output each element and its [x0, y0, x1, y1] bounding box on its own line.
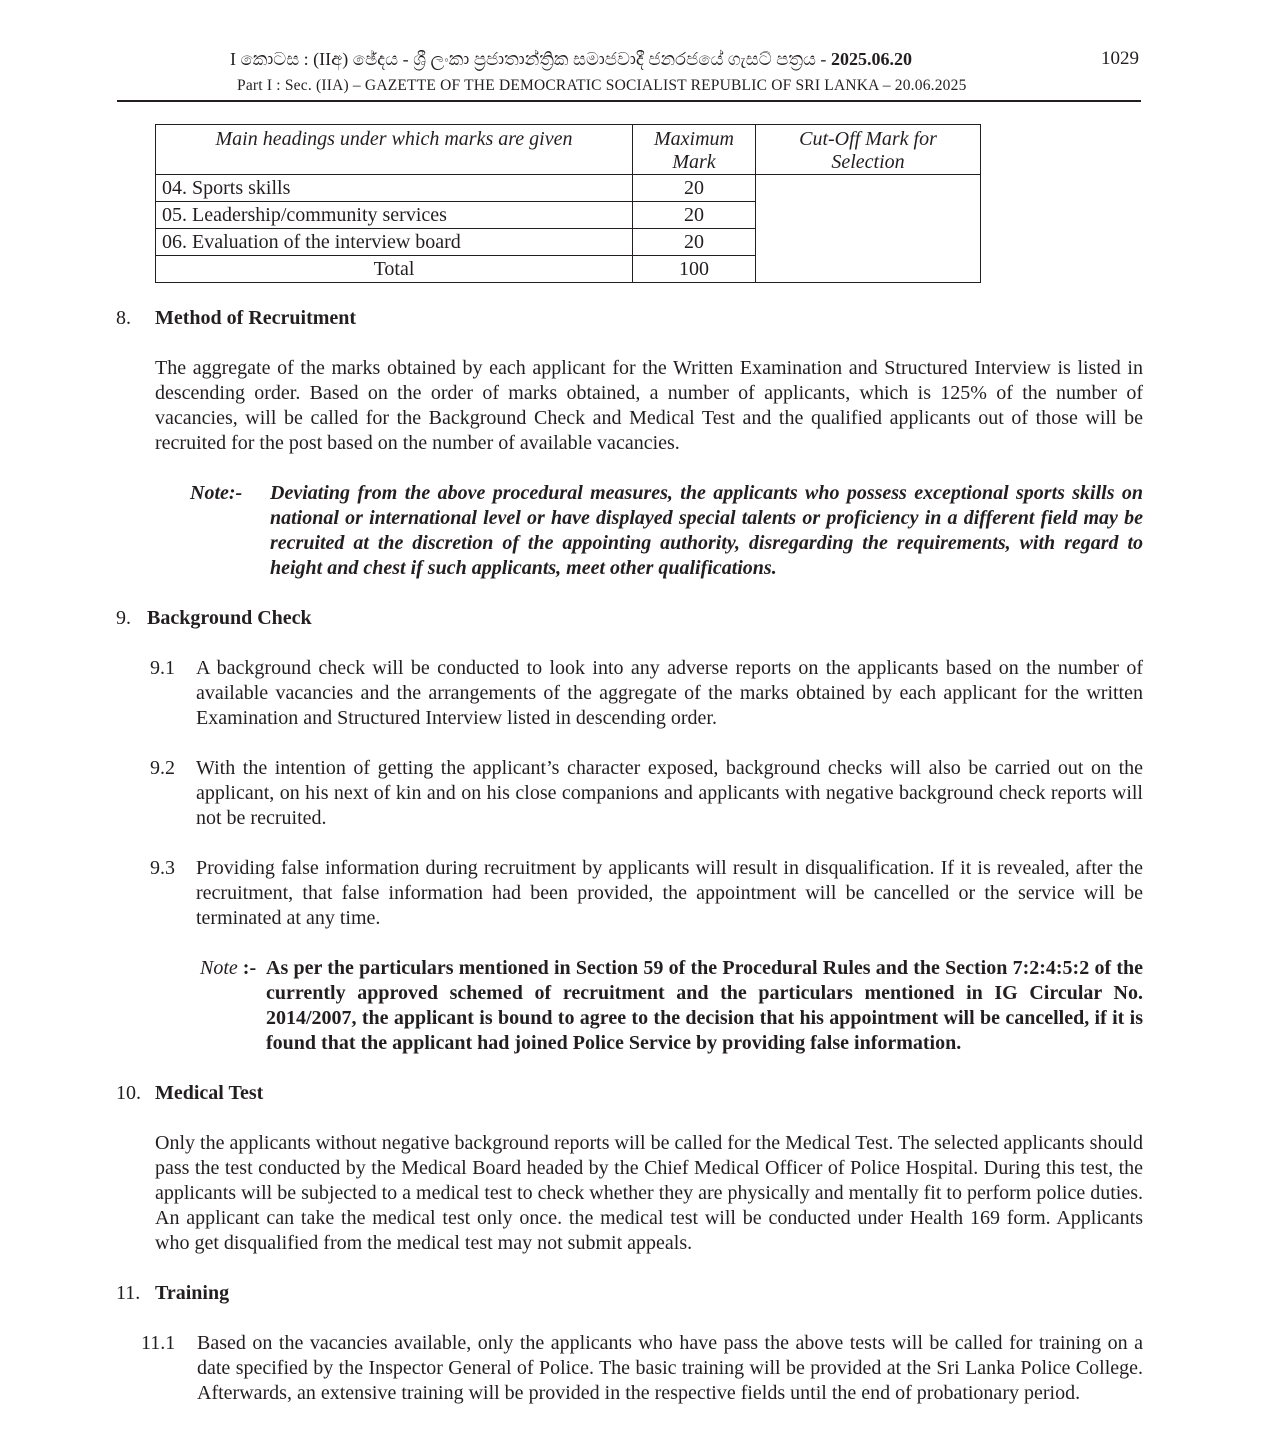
- para-9-3-body: Providing false information during recruitment by applicants will result in disqualification. If it is revealed, after the recruitment, that false information had been provided, the appointment will be cancelled or the service will be terminated at any time.: [196, 857, 1143, 929]
- row-heading: 04. Sports skills: [156, 175, 633, 202]
- section-8-title: Method of Recruitment: [155, 307, 357, 329]
- section-8-note-body: Deviating from the above procedural measures, the applicants who possess exceptional sports skills on national or international level or have displayed special talents or proficiency in a different field may be recruited at the discretion of the appointing authority, disregarding the requirements, with regard to height and chest if such applicants, meet other qualifications.: [270, 482, 1143, 579]
- section-10-number: 10.: [116, 1082, 141, 1104]
- cutoff-cell: [756, 175, 981, 283]
- section-9-note-body: As per the particulars mentioned in Section 59 of the Procedural Rules and the Section 7:2:4:5:2 of the currently approved schemed of recruitment and the particulars mentioned in IG Circular No. 2014/2007, the applicant is bound to agree to the decision that his appointment will be cancelled, if it is found that the applicant had joined Police Service by providing false information.: [266, 957, 1143, 1054]
- section-11-number: 11.: [116, 1282, 141, 1304]
- section-8-note-label: Note:-: [190, 482, 243, 504]
- para-11-1-body: Based on the vacancies available, only the applicants who have pass the above tests will be called for training on a date specified by the Inspector General of Police. The basic training will be provided at the Sri Lanka Police College. Afterwards, an extensive training will be provided in the respective fields until the end of probationary period.: [197, 1332, 1143, 1404]
- row-max-mark: 20: [633, 202, 756, 229]
- note-separator: :-: [242, 957, 257, 979]
- para-9-3-number: 9.3: [150, 857, 175, 879]
- row-max-mark: 20: [633, 175, 756, 202]
- row-heading: 05. Leadership/community services: [156, 202, 633, 229]
- col-header-cutoff: Cut-Off Mark for Selection: [756, 125, 981, 175]
- section-10-body: Only the applicants without negative background reports will be called for the Medical Test. The selected applicants should pass the test conducted by the Medical Board headed by the Chief Medical Officer of Police Hospital. During this test, the applicants will be subjected to a medical test to check whether they are physically and mentally fit to perform police duties. An applicant can take the medical test only once. the medical test will be conducted under Health 169 form. Applicants who get disqualified from the medical test may not submit appeals.: [155, 1132, 1144, 1254]
- section-8-body: The aggregate of the marks obtained by each applicant for the Written Examination and Structured Interview is listed in descending order. Based on the order of marks obtained, a number of applicants, which is 125% of the number of vacancies, will be called for the Background Check and Medical Test and the qualified applicants out of those will be recruited for the post based on the number of available vacancies.: [155, 357, 1143, 454]
- section-10-title: Medical Test: [155, 1082, 264, 1104]
- gazette-header-english: Part I : Sec. (IIA) – GAZETTE OF THE DEMOCRATIC SOCIALIST REPUBLIC OF SRI LANKA – 20.06.2025: [237, 77, 967, 94]
- para-9-1-number: 9.1: [150, 657, 175, 679]
- note-word: Note: [200, 957, 238, 979]
- table-header-row: [156, 125, 981, 175]
- header-rule: [117, 100, 1141, 102]
- para-9-2-body: With the intention of getting the applicant’s character exposed, background checks will also be carried out on the applicant, on his next of kin and on his close companions and applicants with negative background check reports will not be recruited.: [196, 757, 1143, 829]
- para-9-2-number: 9.2: [150, 757, 175, 779]
- para-9-1-body: A background check will be conducted to look into any adverse reports on the applicants based on the number of available vacancies and the arrangements of the aggregate of the marks obtained by each applicant for the written Examination and Structured Interview listed in descending order.: [196, 657, 1143, 729]
- section-11-title: Training: [155, 1282, 230, 1304]
- marks-table: [155, 124, 981, 283]
- section-9-note-label: [200, 956, 256, 981]
- section-9-title: Background Check: [147, 607, 312, 629]
- header-sinhala-text: I කොටස : (IIඅ) ඡේදය - ශ්‍රී ලංකා ප්‍රජාතාන්ත්‍රික සමාජවාදී ජනරජයේ ගැසට් පත්‍රය -: [230, 49, 831, 69]
- row-heading: 06. Evaluation of the interview board: [156, 229, 633, 256]
- para-11-1-number: 11.1: [141, 1332, 176, 1354]
- table-row: [156, 175, 981, 202]
- section-8-number: 8.: [116, 307, 131, 329]
- gazette-header-sinhala: [230, 49, 912, 70]
- row-max-mark: 20: [633, 229, 756, 256]
- total-value: 100: [633, 256, 756, 283]
- col-header-headings: Main headings under which marks are given: [156, 125, 633, 175]
- col-header-maximum-mark: Maximum Mark: [633, 125, 756, 175]
- total-label: Total: [156, 256, 633, 283]
- section-9-number: 9.: [116, 607, 131, 629]
- page-number: 1029: [1101, 48, 1139, 69]
- header-sinhala-date: 2025.06.20: [830, 49, 912, 69]
